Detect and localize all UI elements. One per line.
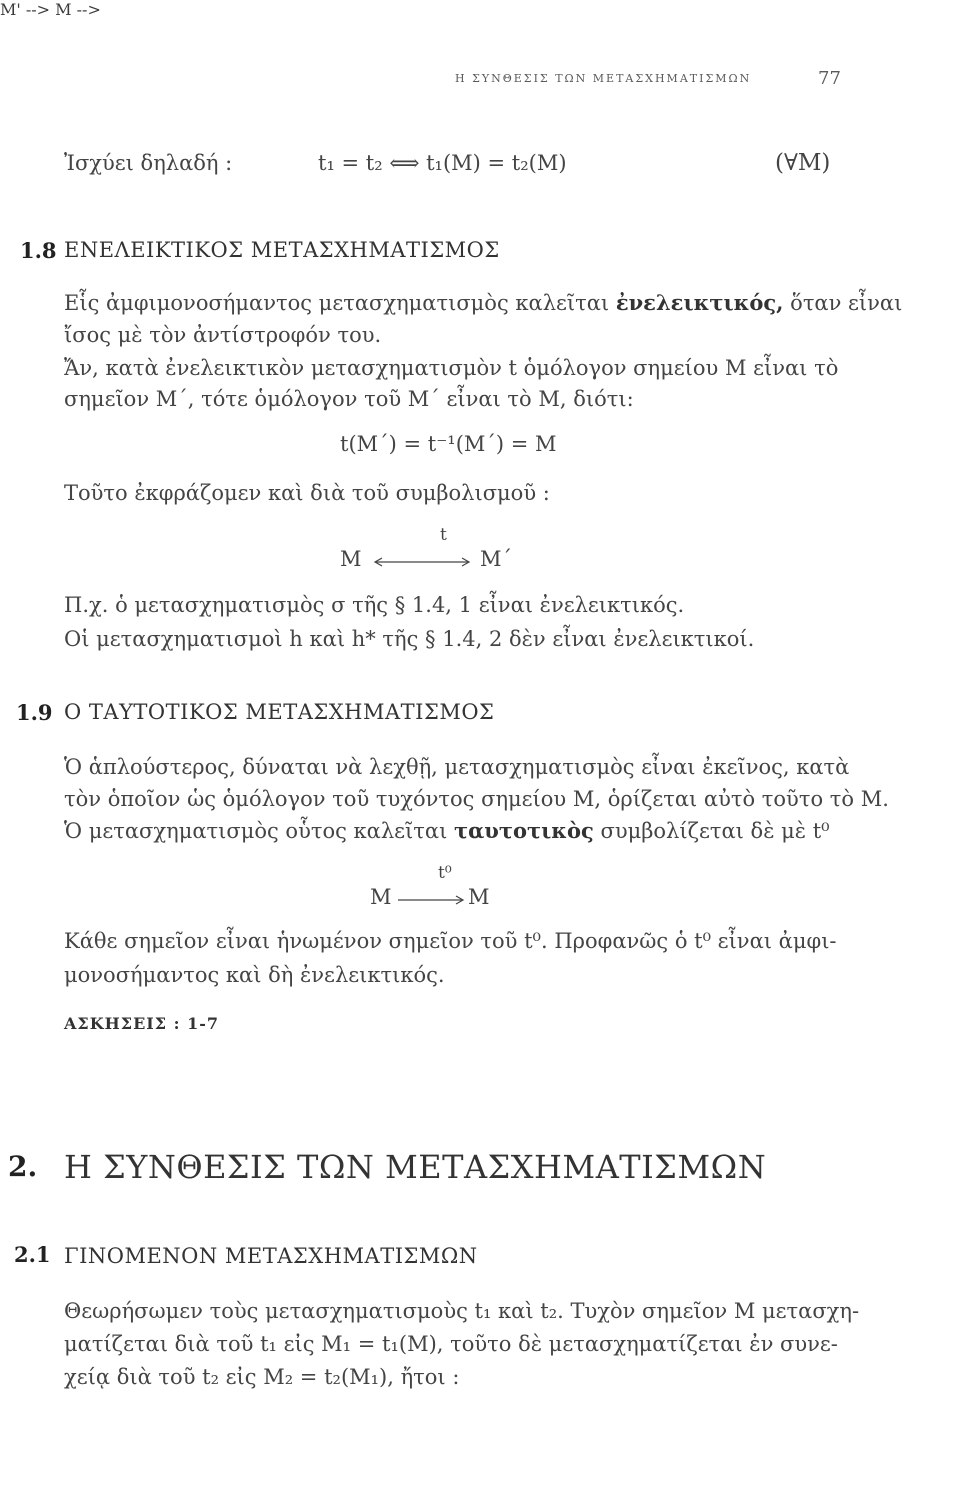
paragraph-line [64,288,902,318]
symbol-label-t0: t⁰ [438,863,452,883]
running-header: Η ΣΥΝΘΕΣΙΣ ΤΩΝ ΜΕΤΑΣΧΗΜΑΤΙΣΜΩΝ [455,72,752,85]
paragraph-line [64,816,830,846]
paragraph-line: μονοσήμαντος καὶ δὴ ἐνελεικτικός. [64,963,445,987]
symbol-label-t: t [440,525,447,545]
intro-formula: t₁ = t₂ ⟺ t₁(M) = t₂(M) [318,151,567,175]
paragraph-line: Θεωρήσωμεν τοὺς μετασχηματισμοὺς t₁ καὶ t₂. Τυχὸν σημεῖον M μετασχη- [64,1299,860,1323]
paragraph-line: σημεῖον M΄, τότε ὁμόλογον τοῦ M΄ εἶναι τὸ M, διότι: [64,387,634,411]
formula-inverse: t(M΄) = t⁻¹(M΄) = M [340,432,557,456]
example-line: Οἱ μετασχηματισμοὶ h καὶ h* τῆς § 1.4, 2 δὲν εἶναι ἐνελεικτικοί. [64,627,755,651]
term-tautotikos: ταυτοτικὸς [454,818,594,843]
section-title-1-8: ΕΝΕΛΕΙΚΤΙΚΟΣ ΜΕΤΑΣΧΗΜΑΤΙΣΜΟΣ [64,238,500,262]
text-span: Ὁ μετασχηματισμὸς οὗτος καλεῖται [64,819,448,843]
paragraph-line: τὸν ὁποῖον ὡς ὁμόλογον τοῦ τυχόντος σημείου M, ὁρίζεται αὐτὸ τοῦτο τὸ M. [64,787,889,811]
text-span: συμβολίζεται δὲ μὲ t⁰ [600,819,830,843]
example-line: Π.χ. ὁ μετασχηματισμὸς σ τῆς § 1.4, 1 εἶναι ἐνελεικτικός. [64,593,685,617]
symbol-right-m: M [468,885,490,909]
section-number-1-8: 1.8 [20,238,57,263]
section-number-1-9: 1.9 [16,700,53,725]
paragraph-line: ματίζεται διὰ τοῦ t₁ εἰς M₁ = t₁(M), τοῦτο δὲ μετασχηματίζεται ἐν συνε- [64,1332,838,1356]
intro-label: Ἰσχύει δηλαδή : [64,151,233,175]
text-span: Εἷς ἀμφιμονοσήμαντος μετασχηματισμὸς καλεῖται [64,291,610,315]
paragraph-line: Τοῦτο ἐκφράζομεν καὶ διὰ τοῦ συμβολισμοῦ : [64,481,550,505]
exercises-reference: ΑΣΚΗΣΕΙΣ : 1-7 [64,1014,220,1033]
symbol-left-m: M [370,885,392,909]
chapter-title: Η ΣΥΝΘΕΣΙΣ ΤΩΝ ΜΕΤΑΣΧΗΜΑΤΙΣΜΩΝ [64,1148,767,1186]
symbol-right-m-prime: M΄ [480,547,513,571]
symbol-left-m: M [340,547,362,571]
chapter-number: 2. [8,1150,38,1183]
paragraph-line: Κάθε σημεῖον εἶναι ἡνωμένον σημεῖον τοῦ t⁰. Προφανῶς ὁ t⁰ εἶναι ἀμφι- [64,929,837,953]
paragraph-line: Ἄν, κατὰ ἐνελεικτικὸν μετασχηματισμὸν t ὁμόλογον σημείου M εἶναι τὸ [64,356,839,380]
paragraph-line: χείᾳ διὰ τοῦ t₂ εἰς M₂ = t₂(M₁), ἤτοι : [64,1365,460,1389]
section-title-2-1: ΓΙΝΟΜΕΝΟΝ ΜΕΤΑΣΧΗΜΑΤΙΣΜΩΝ [64,1244,478,1268]
term-enelektikos: ἐνελεικτικός, [615,290,784,315]
section-title-1-9: Ο ΤΑΥΤΟΤΙΚΟΣ ΜΕΤΑΣΧΗΜΑΤΙΣΜΟΣ [64,700,495,724]
section-number-2-1: 2.1 [14,1242,51,1267]
right-arrow-icon [396,894,466,906]
paragraph-line: Ὁ ἁπλούστερος, δύναται νὰ λεχθῇ, μετασχηματισμὸς εἶναι ἐκεῖνος, κατὰ [64,755,850,779]
text-span: ὅταν εἶναι [790,291,903,315]
page-number: 77 [818,68,841,89]
intro-quantifier: (∀M) [775,150,831,176]
paragraph-line: ἴσος μὲ τὸν ἀντίστροφόν του. [64,323,382,347]
double-arrow-icon [372,556,472,568]
